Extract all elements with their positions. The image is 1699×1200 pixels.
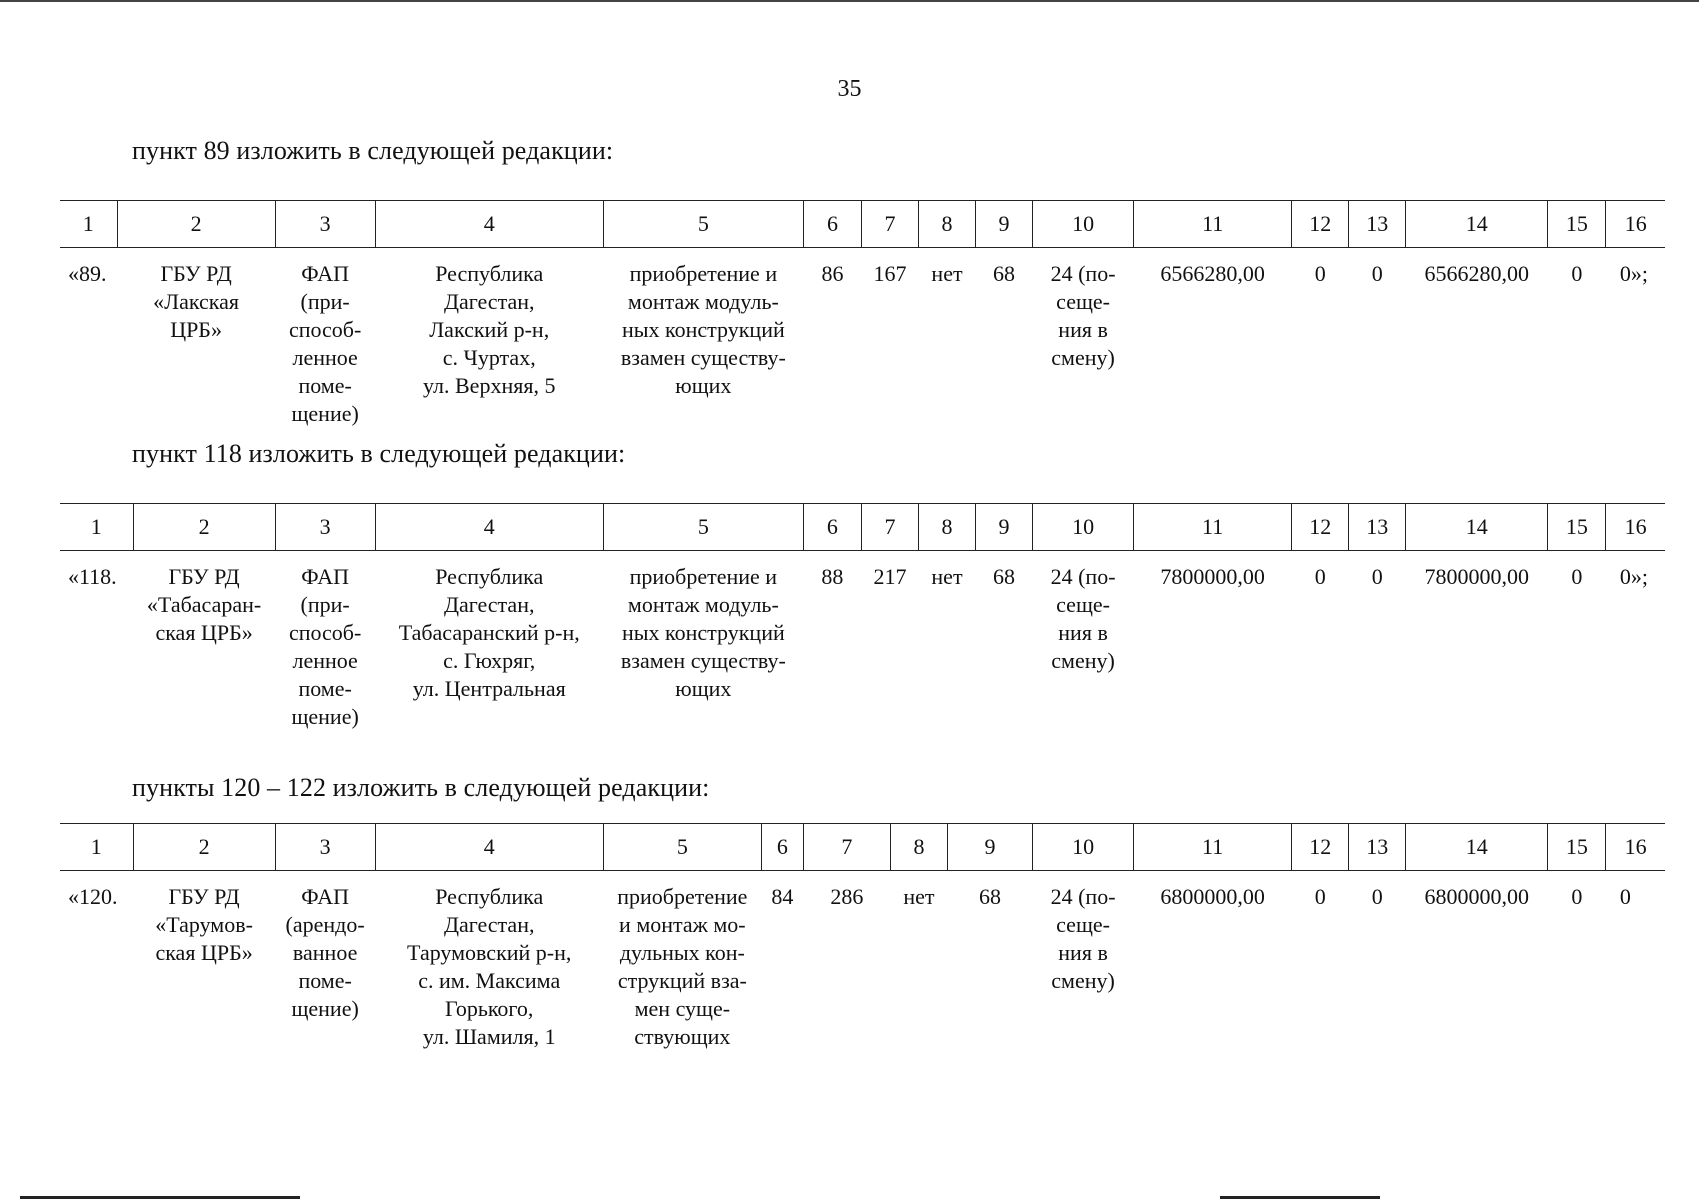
cell-line: (арендо-: [285, 912, 365, 937]
column-header-1: 1: [60, 824, 133, 871]
scan-edge-top: [0, 0, 1699, 2]
cell-line: Дагестан,: [443, 289, 535, 314]
cell-line: щение): [291, 704, 359, 729]
cell-col-5: [603, 871, 761, 1052]
column-header-3: 3: [275, 824, 375, 871]
column-header-7: 7: [861, 201, 918, 248]
cell-line: взамен существу-: [620, 345, 786, 370]
cell-line: монтаж модуль-: [627, 592, 779, 617]
cell-line: ния в: [1058, 620, 1108, 645]
cell-line: ющих: [675, 676, 732, 701]
cell-col-2: [133, 551, 275, 732]
cell-line: ных конструкций: [621, 317, 785, 342]
scan-edge-bottom-left: [20, 1196, 300, 1199]
cell-line: ская ЦРБ»: [155, 620, 253, 645]
cell-line: ных конструкций: [621, 620, 785, 645]
cell-col-5: [603, 551, 803, 732]
cell-line: способ-: [288, 620, 362, 645]
cell-line: 24 (по-: [1050, 564, 1116, 589]
cell-col-12: 0: [1314, 261, 1326, 286]
cell-line: ленное: [292, 345, 358, 370]
column-header-11: 11: [1134, 201, 1292, 248]
cell-line: ния в: [1058, 940, 1108, 965]
cell-col-4: [375, 248, 603, 429]
column-header-8: 8: [918, 201, 975, 248]
column-header-10: 10: [1033, 201, 1134, 248]
cell-line: с. им. Максима: [418, 968, 561, 993]
cell-line: смену): [1051, 345, 1115, 370]
column-header-11: 11: [1134, 824, 1292, 871]
column-header-16: 16: [1606, 824, 1665, 871]
data-table: [60, 823, 1665, 1051]
cell-col-1: «118.: [68, 564, 117, 589]
cell-col-7: 167: [873, 261, 907, 286]
cell-line: приобретение: [617, 884, 748, 909]
column-header-10: 10: [1033, 504, 1134, 551]
table-header-row: [60, 824, 1665, 871]
column-header-14: 14: [1406, 824, 1548, 871]
column-header-5: 5: [603, 824, 761, 871]
cell-line: сеще-: [1056, 289, 1110, 314]
table-row: [60, 871, 1665, 1052]
section-heading-120-122: пункты 120 – 122 изложить в следующей редакции:: [132, 773, 710, 802]
section-heading-118: пункт 118 изложить в следующей редакции:: [132, 439, 626, 468]
cell-col-8: нет: [903, 884, 935, 909]
column-header-1: 1: [60, 504, 133, 551]
column-header-6: 6: [803, 504, 861, 551]
cell-line: ФАП: [301, 261, 350, 286]
column-header-3: 3: [275, 504, 375, 551]
cell-line: ствующих: [634, 1024, 731, 1049]
cell-col-15: 0: [1571, 884, 1583, 909]
cell-col-1: «120.: [68, 884, 118, 909]
cell-col-12: 0: [1314, 884, 1326, 909]
cell-col-2: [133, 871, 275, 1052]
column-header-9: 9: [976, 504, 1033, 551]
column-header-4: 4: [375, 504, 603, 551]
scan-edge-bottom-right: [1220, 1196, 1380, 1199]
column-header-16: 16: [1606, 504, 1665, 551]
cell-col-8: нет: [931, 261, 963, 286]
cell-col-5: [603, 248, 803, 429]
cell-col-10: [1033, 551, 1134, 732]
cell-col-13: 0: [1371, 261, 1383, 286]
cell-line: ФАП: [301, 884, 350, 909]
cell-line: поме-: [298, 968, 352, 993]
table-row: [60, 551, 1665, 732]
cell-col-14: 7800000,00: [1424, 564, 1530, 589]
table-row: [60, 248, 1665, 429]
column-header-1: 1: [60, 201, 117, 248]
column-header-11: 11: [1134, 504, 1292, 551]
cell-line: ул. Верхняя, 5: [423, 373, 556, 398]
column-header-8: 8: [918, 504, 975, 551]
cell-col-16: 0: [1619, 884, 1631, 909]
cell-col-10: [1033, 248, 1134, 429]
cell-col-14: 6566280,00: [1424, 261, 1530, 286]
cell-line: с. Чуртах,: [442, 345, 536, 370]
cell-col-8: нет: [931, 564, 963, 589]
cell-line: «Лакская: [153, 289, 239, 314]
table-section-89: [60, 200, 1665, 428]
cell-line: «Табасаран-: [146, 592, 262, 617]
column-header-7: 7: [861, 504, 918, 551]
cell-line: ул. Шамиля, 1: [422, 1024, 556, 1049]
cell-col-3: [275, 551, 375, 732]
section-heading-89: пункт 89 изложить в следующей редакции:: [132, 136, 614, 165]
column-header-9: 9: [976, 201, 1033, 248]
cell-line: ванное: [292, 940, 358, 965]
cell-line: с. Гюхряг,: [443, 648, 536, 673]
cell-line: приобретение и: [629, 564, 778, 589]
cell-line: Республика: [435, 564, 544, 589]
cell-col-6: 86: [821, 261, 844, 286]
cell-line: взамен существу-: [620, 648, 786, 673]
cell-line: монтаж модуль-: [627, 289, 779, 314]
cell-col-13: 0: [1371, 564, 1383, 589]
column-header-6: 6: [761, 824, 803, 871]
cell-line: поме-: [298, 676, 352, 701]
column-header-2: 2: [133, 504, 275, 551]
column-header-16: 16: [1606, 201, 1665, 248]
cell-line: Республика: [435, 261, 544, 286]
cell-line: дульных кон-: [619, 940, 745, 965]
cell-line: мен суще-: [634, 996, 731, 1021]
column-header-10: 10: [1033, 824, 1134, 871]
cell-line: Дагестан,: [443, 912, 535, 937]
cell-col-1: «89.: [68, 261, 107, 286]
cell-line: сеще-: [1056, 592, 1110, 617]
column-header-3: 3: [275, 201, 375, 248]
cell-col-16: 0»;: [1619, 261, 1648, 286]
column-header-14: 14: [1406, 504, 1548, 551]
cell-line: ул. Центральная: [412, 676, 566, 701]
cell-col-13: 0: [1371, 884, 1383, 909]
column-header-5: 5: [603, 504, 803, 551]
column-header-13: 13: [1349, 824, 1406, 871]
cell-col-7: 286: [830, 884, 864, 909]
table-header-row: [60, 504, 1665, 551]
column-header-7: 7: [803, 824, 890, 871]
column-header-8: 8: [890, 824, 947, 871]
cell-line: ГБУ РД: [168, 884, 240, 909]
cell-col-3: [275, 248, 375, 429]
column-header-15: 15: [1548, 504, 1606, 551]
cell-col-3: [275, 871, 375, 1052]
data-table: [60, 200, 1665, 428]
cell-line: приобретение и: [629, 261, 778, 286]
cell-col-11: 6800000,00: [1160, 884, 1265, 909]
column-header-2: 2: [117, 201, 275, 248]
cell-col-6: 88: [821, 564, 844, 589]
cell-col-11: 7800000,00: [1160, 564, 1265, 589]
table-header-row: [60, 201, 1665, 248]
cell-line: сеще-: [1056, 912, 1110, 937]
column-header-12: 12: [1292, 201, 1349, 248]
column-header-9: 9: [947, 824, 1032, 871]
cell-col-4: [375, 551, 603, 732]
cell-col-9: 68: [993, 261, 1016, 286]
column-header-4: 4: [375, 824, 603, 871]
cell-line: ФАП: [301, 564, 350, 589]
column-header-4: 4: [375, 201, 603, 248]
cell-line: Табасаранский р-н,: [398, 620, 580, 645]
column-header-2: 2: [133, 824, 275, 871]
column-header-13: 13: [1349, 504, 1406, 551]
cell-col-12: 0: [1314, 564, 1326, 589]
page-number: 35: [837, 76, 862, 102]
cell-col-16: 0»;: [1619, 564, 1648, 589]
cell-line: Тарумовский р-н,: [407, 940, 572, 965]
cell-col-6: 84: [771, 884, 794, 909]
cell-line: ГБУ РД: [168, 564, 240, 589]
column-header-13: 13: [1349, 201, 1406, 248]
cell-col-4: [375, 871, 603, 1052]
data-table: [60, 503, 1665, 731]
cell-line: ния в: [1058, 317, 1108, 342]
cell-col-7: 217: [873, 564, 907, 589]
cell-line: ская ЦРБ»: [155, 940, 253, 965]
cell-line: смену): [1051, 648, 1115, 673]
cell-col-11: 6566280,00: [1160, 261, 1265, 286]
cell-line: Республика: [435, 884, 544, 909]
cell-line: ющих: [675, 373, 732, 398]
column-header-14: 14: [1406, 201, 1548, 248]
cell-col-10: [1033, 871, 1134, 1052]
cell-line: щение): [291, 401, 359, 426]
column-header-15: 15: [1548, 824, 1606, 871]
table-section-120: [60, 823, 1665, 1051]
cell-line: ленное: [292, 648, 358, 673]
cell-col-15: 0: [1571, 261, 1583, 286]
cell-line: поме-: [298, 373, 352, 398]
cell-line: ЦРБ»: [170, 317, 222, 342]
column-header-12: 12: [1292, 824, 1349, 871]
cell-line: струкций вза-: [617, 968, 747, 993]
cell-col-9: 68: [979, 884, 1001, 909]
column-header-5: 5: [603, 201, 803, 248]
cell-line: (при-: [300, 592, 350, 617]
cell-line: ГБУ РД: [160, 261, 232, 286]
cell-line: Горького,: [445, 996, 534, 1021]
table-section-118: [60, 503, 1665, 731]
cell-line: (при-: [300, 289, 350, 314]
cell-col-15: 0: [1571, 564, 1583, 589]
column-header-6: 6: [803, 201, 861, 248]
cell-line: 24 (по-: [1050, 261, 1116, 286]
cell-line: 24 (по-: [1050, 884, 1116, 909]
cell-col-14: 6800000,00: [1424, 884, 1530, 909]
column-header-15: 15: [1548, 201, 1606, 248]
cell-line: и монтаж мо-: [619, 912, 746, 937]
cell-col-2: [117, 248, 275, 429]
cell-col-9: 68: [993, 564, 1016, 589]
column-header-12: 12: [1292, 504, 1349, 551]
cell-line: способ-: [288, 317, 362, 342]
cell-line: «Тарумов-: [155, 912, 253, 937]
cell-line: Дагестан,: [443, 592, 535, 617]
cell-line: Лакский р-н,: [429, 317, 550, 342]
cell-line: смену): [1051, 968, 1115, 993]
cell-line: щение): [291, 996, 359, 1021]
